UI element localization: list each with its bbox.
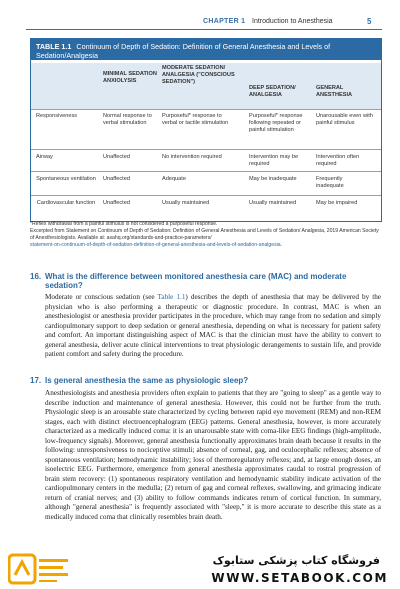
table-cell: Usually maintained xyxy=(162,200,210,206)
table-cell: May be inadequate xyxy=(249,176,297,182)
table-cell: Usually maintained xyxy=(249,200,297,206)
table-label: TABLE 1.1 xyxy=(36,42,72,51)
chapter-title: Introduction to Anesthesia xyxy=(252,18,333,25)
table-row xyxy=(31,149,381,168)
table-row xyxy=(31,171,381,192)
question-16-number: 16. xyxy=(30,272,42,281)
table-cell: Unaffected xyxy=(103,176,130,182)
row-label-responsiveness: Responsiveness xyxy=(36,113,78,119)
chapter-label: CHAPTER 1 xyxy=(203,18,246,25)
answer-16-text-b: ) describes the depth of anesthesia that may be delivered by the physician who is also performing a therapeutic or diagnostic procedure. In contrast, MAC is when an anesthesiologist or anesthesia provider participates in the procedure, which may range from no sedation and simply cardiopulmonary support to deep sedation or general anesthesia, depending on what is necessary for patient safety and comfort. An important distinguishing aspect of MAC is that the clinician must have the ability to convert to general anesthesia, deliver acute clinical interventions to treat physiologic derangements to sustain life, and provide patient comfort and safety during the procedure. xyxy=(45,293,381,358)
table-cell: Unaffected xyxy=(103,200,130,206)
table-row xyxy=(31,109,381,146)
setabook-logo-icon xyxy=(8,553,70,585)
row-label-spontaneous-ventilation: Spontaneous ventilation xyxy=(36,176,96,182)
answer-16-text-a: Moderate or conscious sedation (see xyxy=(45,293,158,301)
watermark-shop-name: فروشگاه کتاب پزشکی ستابوک xyxy=(212,554,380,567)
answer-17-paragraph: Anesthesiologists and anesthesia providers often explain to patients that they are "going to sleep" as a gentle way to describe induction and maintenance of general anesthesia. However, this could not be further from the truth. Physiologic sleep is an arousable state characterized by cycling between rapid eye movement (REM) and non-REM stages, each with distinct electroencephalogram (EEG) patterns. General anesthesia, however, is more accurately characterized as a medically induced coma: it is an unarousable state with coma-like EEG findings (high-amplitude, low-frequency signals). Moreover, general anesthesia functionally approximates brain death because it results in the following: unresponsiveness to nociceptive stimuli; absence of corneal, gag, and oculocephalic reflexes; absence of spontaneous ventilation; hemodynamic instability; loss of thermoregulatory reflexes; and, at large enough doses, an isoelectric EEG. Furthermore, emergence from general anesthesia approximates caudal to rostral progression of brain stem recovery: (1) spontaneous respiratory ventilation and hemodynamic stability indicate activation of the cardiopulmonary centers in the medulla; (2) return of gag and corneal reflexes, swallowing, and grimacing indicate return of cranial nerves; and (3) ability to follow commands indicates return of cortical function. In summary, although "general anesthesia" is frequently associated with "sleep," it is more accurate to describe this state as a medically induced coma that clinically resembles brain death. xyxy=(45,389,381,521)
watermark-url[interactable]: WWW.SETABOOK.COM xyxy=(211,571,388,585)
footnote-source: Excerpted from Statement on Continuum of Depth of Sedation: Definition of General Anesthesia and Levels of Sedation/ Analgesia, 2019 American Society of Anesthesiologists. Available at: asahq.org/standards-and-practice-parameters/ xyxy=(30,228,379,241)
column-header-deep: DEEP SEDATION/ ANALGESIA xyxy=(249,85,296,98)
header-rule xyxy=(26,29,382,30)
answer-16-paragraph xyxy=(45,293,381,360)
table-footnotes xyxy=(30,221,380,249)
running-head xyxy=(0,14,400,28)
table-reference-link[interactable]: Table 1.1 xyxy=(157,293,186,301)
table-cell: Purposeful* response following repeated or painful stimulation xyxy=(249,113,303,133)
column-header-minimal: MINIMAL SEDATION ANXIOLYSIS xyxy=(103,71,157,84)
table-row xyxy=(31,195,381,216)
column-header-moderate: MODERATE SEDATION/ ANALGESIA ("CONSCIOUS SEDATION") xyxy=(162,65,235,85)
table-cell: Purposeful* response to verbal or tactile stimulation xyxy=(162,113,229,126)
table-cell: Frequently inadequate xyxy=(316,176,344,189)
footnote-reflex: *Reflex withdrawal from a painful stimulus is not considered a purposeful response. xyxy=(30,221,218,227)
table-cell: Unaffected xyxy=(103,154,130,160)
table-cell: Intervention may be required xyxy=(249,154,299,167)
table-cell: No intervention required xyxy=(162,154,222,160)
table-cell: Intervention often required xyxy=(316,154,360,167)
row-label-cardiovascular-function: Cardiovascular function xyxy=(36,200,96,206)
table-caption xyxy=(31,39,381,60)
table-cell: May be impaired xyxy=(316,200,358,206)
table-cell: Unarousable even with painful stimulus xyxy=(316,113,373,126)
footer-fade xyxy=(0,530,400,552)
table-cell: Normal response to verbal stimulation xyxy=(103,113,152,126)
column-header-general: GENERAL ANESTHESIA xyxy=(316,85,353,98)
page-number: 5 xyxy=(367,17,372,26)
question-17-heading: Is general anesthesia the same as physiologic sleep? xyxy=(45,376,249,385)
question-16-heading: What is the difference between monitored anesthesia care (MAC) and moderate sedation? xyxy=(45,272,347,290)
table-cell: Adequate xyxy=(162,176,186,182)
footnote-source-url[interactable]: statement-on-continuum-of-depth-of-sedation-definition-of-general-anesthesia-and-levels-of-sedation-analgesia. xyxy=(30,242,282,248)
table-column-headers xyxy=(31,63,381,109)
table-title: Continuum of Depth of Sedation: Definition of General Anesthesia and Levels of Sedation/Analgesia xyxy=(36,42,331,60)
question-17-number: 17. xyxy=(30,376,42,385)
row-label-airway: Airway xyxy=(36,154,53,160)
table-1-1 xyxy=(30,38,382,222)
